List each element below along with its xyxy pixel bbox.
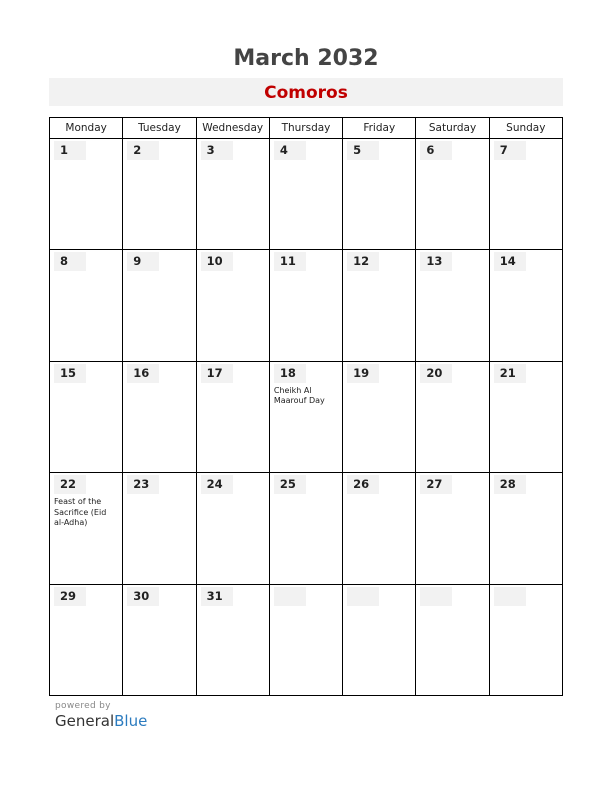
day-cell bbox=[123, 473, 196, 583]
date-number: 15 bbox=[60, 365, 77, 380]
weekday-thursday: Thursday bbox=[270, 118, 343, 138]
weekday-tuesday: Tuesday bbox=[123, 118, 196, 138]
country-banner bbox=[49, 78, 563, 106]
date-number: 20 bbox=[426, 365, 443, 380]
date-number: 1 bbox=[60, 143, 69, 157]
day-cell bbox=[123, 139, 196, 249]
day-cell bbox=[270, 250, 343, 360]
day-cell bbox=[270, 585, 343, 696]
weekday-saturday: Saturday bbox=[416, 118, 489, 138]
day-cell bbox=[197, 250, 270, 360]
day-cell bbox=[490, 473, 562, 583]
date-tab bbox=[201, 141, 233, 160]
day-cell bbox=[270, 139, 343, 249]
footer-branding bbox=[55, 701, 147, 730]
day-cell bbox=[343, 585, 416, 696]
date-tab bbox=[494, 587, 526, 606]
date-number: 8 bbox=[60, 254, 69, 269]
date-number: 17 bbox=[206, 365, 223, 380]
weekday-sunday: Sunday bbox=[506, 122, 546, 134]
day-cell bbox=[50, 362, 123, 472]
day-cell bbox=[416, 250, 489, 360]
date-number: 11 bbox=[279, 254, 296, 269]
day-cell bbox=[270, 473, 343, 583]
powered-by-label: powered by bbox=[55, 701, 111, 711]
calendar-grid bbox=[49, 117, 563, 696]
date-number: 4 bbox=[279, 143, 288, 157]
day-cell bbox=[416, 362, 489, 472]
country-name: Comoros bbox=[264, 83, 348, 103]
day-cell bbox=[416, 473, 489, 583]
day-cell bbox=[50, 250, 123, 360]
date-number: 22 bbox=[60, 477, 77, 492]
day-cell bbox=[123, 250, 196, 360]
date-number: 9 bbox=[133, 254, 142, 269]
date-tab bbox=[274, 587, 306, 606]
date-number: 2 bbox=[133, 143, 142, 157]
date-number: 27 bbox=[426, 477, 443, 492]
date-number: 5 bbox=[353, 143, 362, 157]
day-cell bbox=[343, 250, 416, 360]
date-tab bbox=[420, 141, 452, 160]
day-cell bbox=[50, 585, 123, 696]
day-cell bbox=[343, 473, 416, 583]
date-tab bbox=[127, 141, 159, 160]
day-cell bbox=[490, 250, 562, 360]
brand-blue-text: Blue bbox=[114, 712, 148, 730]
date-number: 3 bbox=[206, 143, 215, 157]
day-cell bbox=[416, 139, 489, 249]
generalblue-logo bbox=[55, 712, 147, 730]
week-row bbox=[50, 473, 562, 584]
date-number: 13 bbox=[426, 254, 443, 269]
day-cell bbox=[343, 139, 416, 249]
date-tab bbox=[420, 587, 452, 606]
date-tab bbox=[54, 252, 86, 271]
date-tab bbox=[127, 252, 159, 271]
day-cell bbox=[197, 585, 270, 696]
day-cell bbox=[343, 362, 416, 472]
date-tab bbox=[274, 141, 306, 160]
date-number: 26 bbox=[353, 477, 370, 492]
weekday-monday: Monday bbox=[50, 118, 123, 138]
date-number: 14 bbox=[499, 254, 516, 269]
date-number: 21 bbox=[499, 365, 516, 380]
date-number: 29 bbox=[60, 588, 77, 603]
date-number: 31 bbox=[206, 588, 223, 603]
holiday-label: Feast of the Sacrifice (Eid al-Adha) bbox=[54, 497, 107, 528]
day-cell bbox=[50, 473, 123, 583]
date-tab bbox=[347, 587, 379, 606]
day-cell bbox=[123, 362, 196, 472]
date-number: 30 bbox=[133, 588, 150, 603]
week-row bbox=[50, 362, 562, 473]
date-number: 25 bbox=[279, 477, 296, 492]
week-row bbox=[50, 585, 562, 696]
date-number: 28 bbox=[499, 477, 516, 492]
holiday-label: Cheikh Al Maarouf Day bbox=[273, 385, 325, 406]
calendar-title: March 2032 bbox=[233, 46, 379, 71]
date-number: 24 bbox=[206, 477, 223, 492]
day-cell bbox=[197, 473, 270, 583]
day-cell bbox=[197, 139, 270, 249]
date-number: 23 bbox=[133, 477, 150, 492]
day-cell bbox=[416, 585, 489, 696]
date-tab bbox=[494, 141, 526, 160]
weekday-wednesday: Wednesday bbox=[197, 118, 270, 138]
week-row bbox=[50, 250, 562, 361]
weekday-friday: Friday bbox=[343, 118, 416, 138]
date-number: 18 bbox=[279, 365, 296, 380]
date-number: 19 bbox=[353, 365, 370, 380]
date-number: 12 bbox=[353, 254, 370, 269]
date-tab bbox=[347, 141, 379, 160]
day-cell bbox=[197, 362, 270, 472]
brand-general-text: General bbox=[55, 712, 115, 730]
day-cell bbox=[490, 362, 562, 472]
weekday-header-row bbox=[50, 118, 562, 139]
date-number: 6 bbox=[426, 143, 435, 157]
day-cell bbox=[490, 139, 562, 249]
week-row bbox=[50, 139, 562, 250]
day-cell bbox=[50, 139, 123, 249]
day-cell bbox=[123, 585, 196, 696]
date-tab bbox=[54, 141, 86, 160]
day-cell bbox=[490, 585, 562, 696]
date-number: 10 bbox=[206, 254, 223, 269]
date-number: 16 bbox=[133, 365, 150, 380]
date-number: 7 bbox=[499, 143, 508, 157]
day-cell bbox=[270, 362, 343, 472]
